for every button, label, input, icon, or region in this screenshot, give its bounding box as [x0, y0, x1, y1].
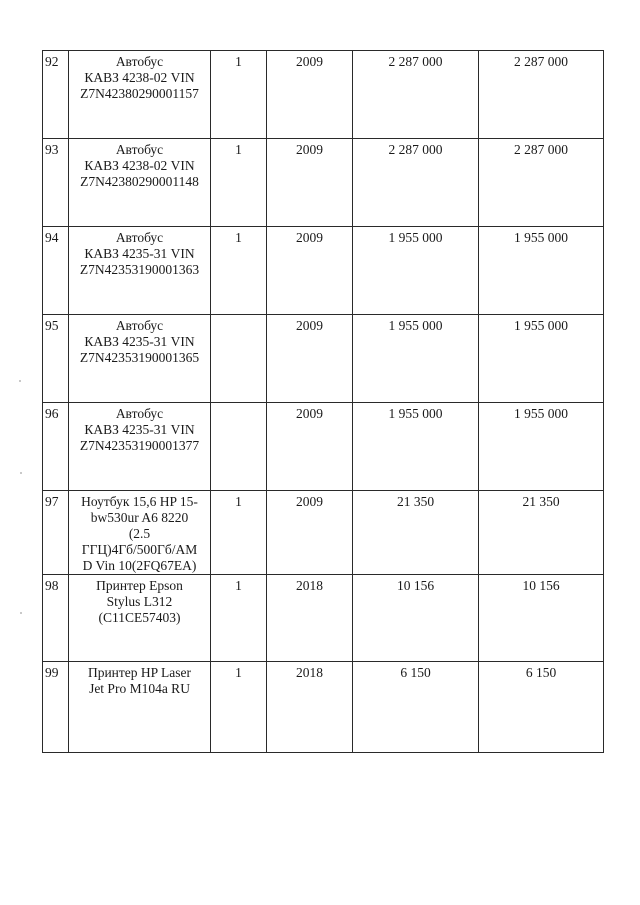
item-name-line: КАВЗ 4235-31 VIN: [84, 334, 195, 349]
item-name-cell: [69, 51, 211, 139]
item-name-line: Автобус: [115, 54, 164, 69]
year-cell: 2009: [267, 315, 353, 403]
item-name-line: bw530ur A6 8220: [90, 510, 189, 525]
scan-speck: [20, 612, 22, 614]
item-name-line: Z7N42380290001148: [80, 174, 199, 189]
item-name-line: (C11CE57403): [98, 610, 181, 625]
item-name-cell: [69, 662, 211, 753]
total-sum-cell: 1 955 000: [479, 227, 604, 315]
table-row: [43, 403, 604, 491]
item-name-line: КАВЗ 4238-02 VIN: [84, 158, 195, 173]
year-cell: 2009: [267, 491, 353, 575]
item-name-line: Z7N42353190001363: [79, 262, 200, 277]
row-number-cell: 95: [43, 315, 69, 403]
unit-price-cell: 2 287 000: [353, 51, 479, 139]
item-name-cell: [69, 139, 211, 227]
total-sum-cell: 1 955 000: [479, 403, 604, 491]
row-number-cell: 92: [43, 51, 69, 139]
item-name-line: КАВЗ 4235-31 VIN: [84, 246, 195, 261]
unit-price-cell: 6 150: [353, 662, 479, 753]
scan-speck: [19, 380, 21, 382]
unit-price-cell: 21 350: [353, 491, 479, 575]
total-sum-cell: 21 350: [479, 491, 604, 575]
unit-price-cell: 1 955 000: [353, 227, 479, 315]
item-name-line: Ноутбук 15,6 HP 15-: [81, 494, 198, 509]
item-name-line: КАВЗ 4238-02 VIN: [84, 70, 195, 85]
quantity-cell: 1: [211, 227, 267, 315]
item-name-line: Автобус: [115, 142, 164, 157]
quantity-cell: 1: [211, 491, 267, 575]
total-sum-cell: 6 150: [479, 662, 604, 753]
item-name-line: КАВЗ 4235-31 VIN: [84, 422, 195, 437]
item-name-line: Z7N42353190001365: [79, 350, 200, 365]
item-name-line: Принтер Epson: [96, 578, 183, 593]
total-sum-cell: 2 287 000: [479, 51, 604, 139]
item-name-line: (2.5: [128, 526, 151, 541]
unit-price-cell: 10 156: [353, 575, 479, 662]
unit-price-cell: 1 955 000: [353, 403, 479, 491]
quantity-cell: 1: [211, 575, 267, 662]
table-row: [43, 51, 604, 139]
quantity-cell: [211, 315, 267, 403]
year-cell: 2009: [267, 139, 353, 227]
scan-speck: [20, 472, 22, 474]
row-number-cell: 97: [43, 491, 69, 575]
quantity-cell: [211, 403, 267, 491]
table-row: [43, 139, 604, 227]
item-name-line: Stylus L312: [106, 594, 173, 609]
year-cell: 2009: [267, 51, 353, 139]
item-name-line: Автобус: [115, 318, 164, 333]
table-row: [43, 227, 604, 315]
row-number-cell: 93: [43, 139, 69, 227]
unit-price-cell: 2 287 000: [353, 139, 479, 227]
row-number-cell: 99: [43, 662, 69, 753]
row-number-cell: 94: [43, 227, 69, 315]
quantity-cell: 1: [211, 51, 267, 139]
item-name-line: Принтер HP Laser: [87, 665, 192, 680]
row-number-cell: 98: [43, 575, 69, 662]
inventory-table: [42, 50, 604, 753]
item-name-line: ГГЦ)4Гб/500Гб/AM: [81, 542, 198, 557]
item-name-cell: [69, 403, 211, 491]
item-name-line: Jet Pro M104a RU: [89, 681, 190, 696]
item-name-cell: [69, 575, 211, 662]
item-name-line: Автобус: [115, 406, 164, 421]
quantity-cell: 1: [211, 139, 267, 227]
row-number-cell: 96: [43, 403, 69, 491]
table-row: [43, 315, 604, 403]
item-name-cell: [69, 491, 211, 575]
item-name-cell: [69, 315, 211, 403]
item-name-cell: [69, 227, 211, 315]
year-cell: 2018: [267, 662, 353, 753]
year-cell: 2018: [267, 575, 353, 662]
table-row: [43, 491, 604, 575]
item-name-line: Z7N42380290001157: [80, 86, 199, 101]
total-sum-cell: 2 287 000: [479, 139, 604, 227]
total-sum-cell: 1 955 000: [479, 315, 604, 403]
unit-price-cell: 1 955 000: [353, 315, 479, 403]
total-sum-cell: 10 156: [479, 575, 604, 662]
item-name-line: D Vin 10(2FQ67EA): [82, 558, 197, 573]
quantity-cell: 1: [211, 662, 267, 753]
item-name-line: Z7N42353190001377: [79, 438, 200, 453]
table-row: [43, 662, 604, 753]
table-row: [43, 575, 604, 662]
year-cell: 2009: [267, 403, 353, 491]
year-cell: 2009: [267, 227, 353, 315]
item-name-line: Автобус: [115, 230, 164, 245]
